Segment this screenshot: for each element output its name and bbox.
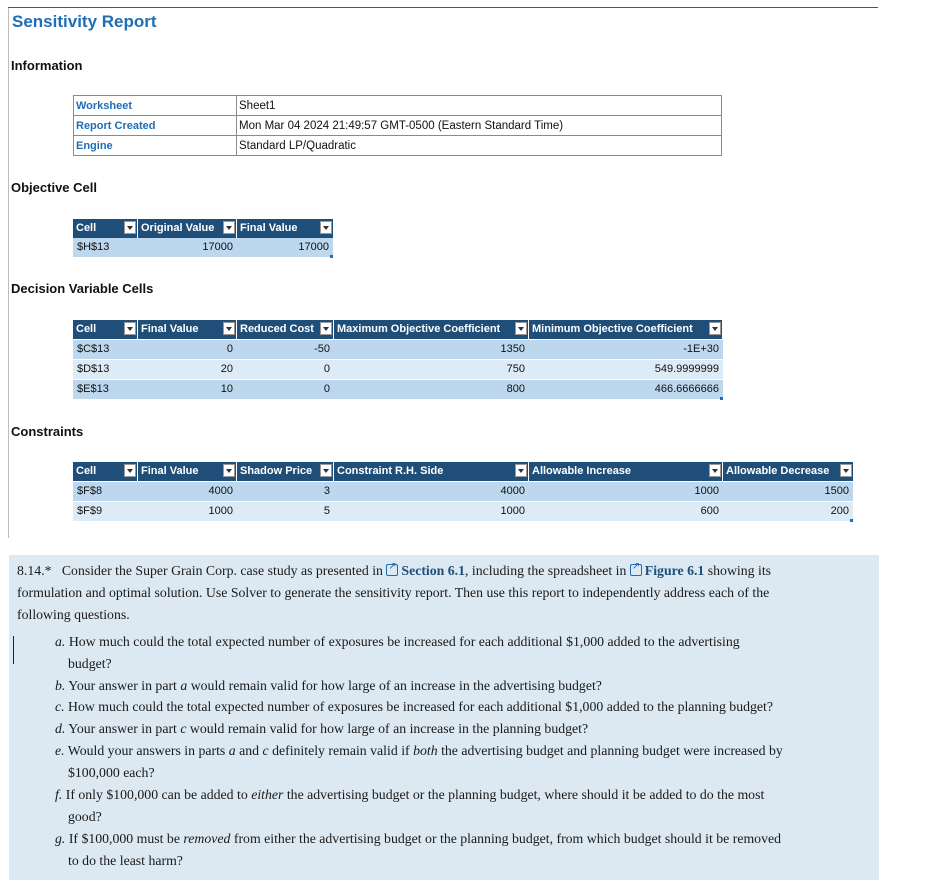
- header-label: Shadow Price: [240, 465, 313, 477]
- info-row: [74, 136, 722, 156]
- table-cell[interactable]: 200: [723, 502, 853, 522]
- question-text: showing its: [707, 563, 772, 578]
- info-key: Engine: [74, 136, 237, 156]
- part-ref: a: [180, 678, 188, 693]
- constraints-table: [73, 462, 853, 522]
- part-g: [55, 831, 781, 847]
- table-resize-handle[interactable]: [850, 519, 853, 522]
- decision-table: [73, 320, 723, 401]
- filter-dropdown-icon[interactable]: [124, 221, 136, 234]
- filter-dropdown-icon[interactable]: [320, 221, 332, 234]
- part-text: How much could the total expected number of exposures be increased for each additional $1,000 added to the advertising: [68, 634, 740, 649]
- part-text: $100,000 each?: [68, 765, 155, 780]
- external-link-icon[interactable]: [386, 564, 398, 576]
- part-text: Your answer in part: [68, 721, 177, 736]
- table-cell[interactable]: $H$13: [73, 238, 138, 258]
- question-text: Consider the Super Grain Corp. case study as presented in: [61, 563, 383, 578]
- part-text: How much could the total expected number of exposures be increased for each additional $1,000 added to the planning budget?: [68, 699, 773, 714]
- part-emphasis: removed: [183, 831, 231, 846]
- header-cell[interactable]: [73, 462, 137, 481]
- table-cell[interactable]: 1000: [529, 482, 723, 502]
- header-label: Final Value: [240, 222, 298, 234]
- filter-dropdown-icon[interactable]: [124, 322, 136, 335]
- part-emphasis: both: [413, 743, 438, 758]
- part-text: and: [239, 743, 260, 758]
- part-b: [55, 678, 602, 694]
- part-f: [55, 787, 764, 803]
- header-label: Constraint R.H. Side: [337, 465, 444, 477]
- table-resize-handle[interactable]: [330, 255, 333, 258]
- part-text: definitely remain valid if: [272, 743, 410, 758]
- header-original-value[interactable]: [138, 219, 236, 238]
- table-cell[interactable]: 1000: [138, 502, 237, 522]
- table-cell[interactable]: 3: [237, 482, 334, 502]
- question-number: 8.14.*: [17, 563, 52, 578]
- text-cursor: [13, 636, 14, 664]
- info-key: Report Created: [74, 116, 237, 136]
- table-cell[interactable]: 4000: [334, 482, 529, 502]
- report-title: Sensitivity Report: [12, 12, 157, 31]
- section-decision: Decision Variable Cells: [11, 281, 154, 296]
- filter-dropdown-icon[interactable]: [320, 322, 332, 335]
- part-label: g.: [55, 831, 66, 846]
- header-final-value[interactable]: [138, 320, 236, 339]
- header-final-value[interactable]: [138, 462, 236, 481]
- part-label: e.: [55, 743, 65, 758]
- info-table: [73, 95, 722, 156]
- part-d: [55, 721, 588, 737]
- table-cell[interactable]: 0: [237, 380, 334, 400]
- filter-dropdown-icon[interactable]: [223, 322, 235, 335]
- header-shadow-price[interactable]: [237, 462, 333, 481]
- part-label: d.: [55, 721, 66, 736]
- part-label: c.: [55, 699, 65, 714]
- header-cell[interactable]: [73, 219, 137, 238]
- header-label: Final Value: [141, 465, 199, 477]
- header-allowable-increase[interactable]: [529, 462, 722, 481]
- table-cell[interactable]: 0: [138, 340, 237, 360]
- objective-table: [73, 219, 333, 259]
- question-intro-line: [17, 563, 771, 579]
- info-key: Worksheet: [74, 96, 237, 116]
- part-a: [55, 634, 740, 650]
- filter-dropdown-icon[interactable]: [840, 464, 852, 477]
- info-value: Mon Mar 04 2024 21:49:57 GMT-0500 (Eastern Standard Time): [237, 116, 722, 136]
- header-constraint-rhs[interactable]: [334, 462, 528, 481]
- external-link-icon[interactable]: [630, 564, 642, 576]
- table-cell[interactable]: -50: [237, 340, 334, 360]
- filter-dropdown-icon[interactable]: [124, 464, 136, 477]
- question-text: following questions.: [17, 607, 130, 622]
- table-cell[interactable]: 17000: [138, 238, 237, 258]
- table-cell[interactable]: 549.9999999: [529, 360, 723, 380]
- table-cell[interactable]: 1350: [334, 340, 529, 360]
- table-cell[interactable]: $C$13: [73, 340, 138, 360]
- table-cell[interactable]: 5: [237, 502, 334, 522]
- filter-dropdown-icon[interactable]: [223, 221, 235, 234]
- table-cell[interactable]: 1500: [723, 482, 853, 502]
- header-min-obj-coef[interactable]: [529, 320, 722, 339]
- part-text: If $100,000 must be: [68, 831, 180, 846]
- question-text: , including the spreadsheet in: [465, 563, 627, 578]
- part-label: b.: [55, 678, 66, 693]
- part-text: Your answer in part: [68, 678, 177, 693]
- figure-link[interactable]: Figure 6.1: [644, 563, 705, 578]
- table-cell[interactable]: $D$13: [73, 360, 138, 380]
- filter-dropdown-icon[interactable]: [223, 464, 235, 477]
- part-ref: c: [180, 721, 187, 736]
- info-row: [74, 96, 722, 116]
- header-allowable-decrease[interactable]: [723, 462, 853, 481]
- table-cell[interactable]: -1E+30: [529, 340, 723, 360]
- part-text: Would your answers in parts: [67, 743, 226, 758]
- header-label: Original Value: [141, 222, 215, 234]
- header-label: Cell: [76, 222, 97, 234]
- part-text: from either the advertising budget or the planning budget, from which budget should it be removed: [233, 831, 782, 846]
- part-label: a.: [55, 634, 66, 649]
- filter-dropdown-icon[interactable]: [709, 464, 721, 477]
- question-text: formulation and optimal solution. Use Solver to generate the sensitivity report. Then use this report to independently address each of the: [17, 585, 770, 600]
- header-reduced-cost[interactable]: [237, 320, 333, 339]
- table-cell[interactable]: $F$8: [73, 482, 138, 502]
- section-link[interactable]: Section 6.1: [401, 563, 466, 578]
- header-label: Cell: [76, 323, 97, 335]
- info-value: Sheet1: [237, 96, 722, 116]
- header-final-value[interactable]: [237, 219, 333, 238]
- table-cell[interactable]: 750: [334, 360, 529, 380]
- section-constraints: Constraints: [11, 424, 84, 439]
- table-resize-handle[interactable]: [720, 397, 723, 400]
- filter-dropdown-icon[interactable]: [709, 322, 721, 335]
- header-label: Allowable Increase: [532, 465, 632, 477]
- header-label: Cell: [76, 465, 97, 477]
- part-text: If only $100,000 can be added to: [65, 787, 248, 802]
- section-information: Information: [11, 58, 83, 73]
- part-text: budget?: [68, 656, 112, 671]
- table-cell[interactable]: 10: [138, 380, 237, 400]
- table-cell[interactable]: 20: [138, 360, 237, 380]
- table-cell[interactable]: $E$13: [73, 380, 138, 400]
- filter-dropdown-icon[interactable]: [320, 464, 332, 477]
- header-label: Reduced Cost: [240, 323, 314, 335]
- part-ref: c: [262, 743, 269, 758]
- table-cell[interactable]: 17000: [237, 238, 333, 258]
- header-max-obj-coef[interactable]: [334, 320, 528, 339]
- left-border: [8, 8, 9, 538]
- header-cell[interactable]: [73, 320, 137, 339]
- top-border: [8, 7, 878, 8]
- part-text: to do the least harm?: [68, 853, 183, 868]
- table-cell[interactable]: 466.6666666: [529, 380, 723, 400]
- header-label: Minimum Objective Coefficient: [532, 323, 693, 335]
- part-e: [55, 743, 783, 759]
- part-text: would remain valid for how large of an increase in the advertising budget?: [190, 678, 602, 693]
- part-c: [55, 699, 773, 715]
- part-emphasis: either: [251, 787, 284, 802]
- table-cell[interactable]: 1000: [334, 502, 529, 522]
- part-text: the advertising budget or the planning budget, where should it be added to do the most: [286, 787, 765, 802]
- header-label: Maximum Objective Coefficient: [337, 323, 501, 335]
- section-objective: Objective Cell: [11, 180, 97, 195]
- table-cell[interactable]: 800: [334, 380, 529, 400]
- table-cell[interactable]: 0: [237, 360, 334, 380]
- table-cell[interactable]: 4000: [138, 482, 237, 502]
- part-ref: a: [228, 743, 236, 758]
- part-text: the advertising budget and planning budget were increased by: [441, 743, 783, 758]
- filter-dropdown-icon[interactable]: [515, 322, 527, 335]
- header-label: Allowable Decrease: [726, 465, 830, 477]
- part-text: would remain valid for how large of an increase in the planning budget?: [189, 721, 589, 736]
- part-text: good?: [68, 809, 102, 824]
- info-row: [74, 116, 722, 136]
- table-cell[interactable]: $F$9: [73, 502, 138, 522]
- info-value: Standard LP/Quadratic: [237, 136, 722, 156]
- table-cell[interactable]: 600: [529, 502, 723, 522]
- part-label: f.: [55, 787, 63, 802]
- header-label: Final Value: [141, 323, 199, 335]
- filter-dropdown-icon[interactable]: [515, 464, 527, 477]
